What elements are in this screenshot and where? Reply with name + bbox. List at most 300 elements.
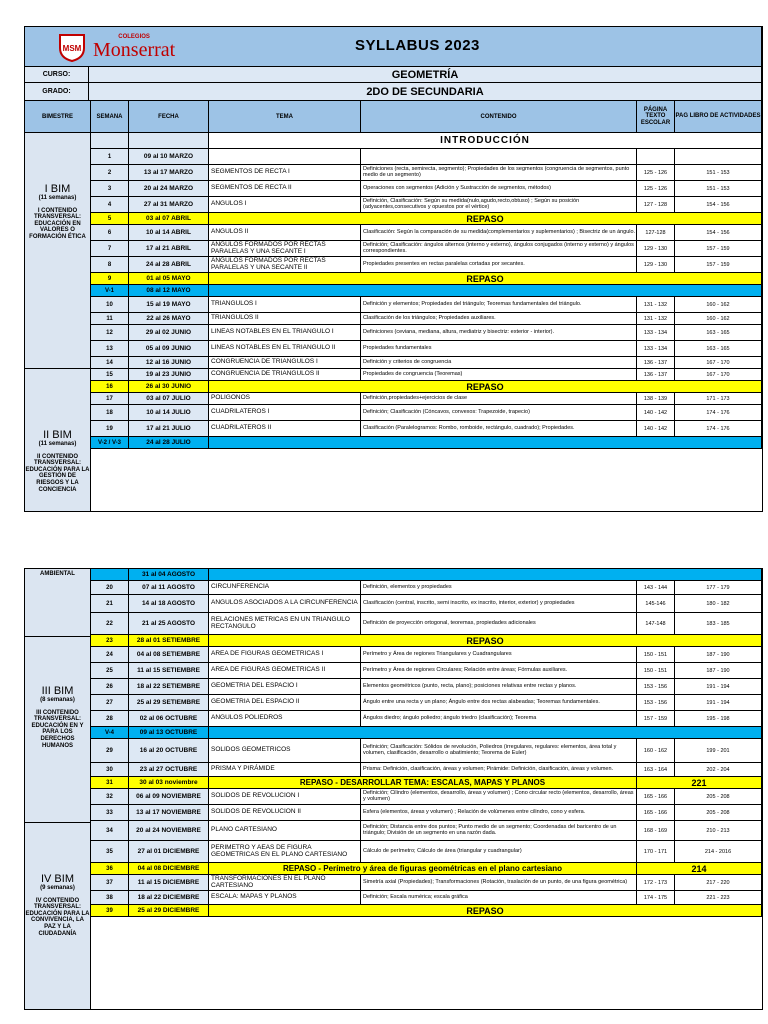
table-row [25, 841, 762, 863]
tema-cell: CIRCUNFERENCIA [209, 581, 361, 595]
pagina-cell: 147-148 [637, 613, 675, 635]
tema-cell: ANGULOS I [209, 197, 361, 213]
fecha-cell: 03 al 07 JULIO [129, 393, 209, 405]
libro-cell: 199 - 201 [675, 739, 762, 763]
fecha-cell: 20 al 24 NOVIEMBRE [129, 821, 209, 841]
tema-cell: CUADRILATEROS II [209, 421, 361, 437]
libro-cell: 202 - 204 [675, 763, 762, 777]
continuation-label: AMBIENTAL [40, 571, 75, 577]
fecha-cell: 10 al 14 ABRIL [129, 225, 209, 241]
contenido-cell: Definiciones (ceviana, mediana, altura, mediatriz y bisectriz: exterior - interior). [361, 325, 637, 341]
table-row [25, 257, 762, 273]
semana-cell: 3 [91, 181, 129, 197]
table-row [25, 777, 762, 789]
table-row [25, 647, 762, 663]
bimester-1-theme: I CONTENIDO TRANSVERSAL: EDUCACIÓN EN VALORES O FORMACIÓN ÉTICA [29, 207, 86, 241]
curso-label: CURSO: [25, 67, 89, 83]
fecha-cell: 01 al 05 MAYO [129, 273, 209, 285]
semana-cell: 22 [91, 613, 129, 635]
fecha-cell: 04 al 08 SETIEMBRE [129, 647, 209, 663]
semana-cell: 33 [91, 805, 129, 821]
page-title: SYLLABUS 2023 [355, 37, 480, 54]
syllabus-sheet-page-2 [24, 568, 763, 1010]
fecha-cell: 16 al 20 OCTUBRE [129, 739, 209, 763]
tema-cell: CUADRILATEROS I [209, 405, 361, 421]
table-row [25, 789, 762, 805]
pagina-cell: 153 - 156 [637, 695, 675, 711]
tema-cell: TRIANGULOS II [209, 313, 361, 325]
libro-cell: 195 - 198 [675, 711, 762, 727]
semana-cell: 18 [91, 405, 129, 421]
school-name-block [93, 34, 175, 60]
libro-cell: 177 - 179 [675, 581, 762, 595]
col-contenido: CONTENIDO [361, 101, 637, 133]
fecha-cell: 27 al 01 DICIEMBRE [129, 841, 209, 863]
vacation-cell [209, 437, 762, 449]
bimester-2-theme: II CONTENIDO TRANSVERSAL: EDUCACIÓN PARA LA GESTIÓN DE RIESGOS Y LA CONCIENCIA [25, 453, 90, 493]
pagina-cell: 133 - 134 [637, 325, 675, 341]
semana-cell: 30 [91, 763, 129, 777]
fecha-cell: 17 al 21 JULIO [129, 421, 209, 437]
contenido-cell: Ángulos diedro; ángulo poliedro; ángulo triedro (clasificación); Teorema [361, 711, 637, 727]
libro-cell: 187 - 190 [675, 663, 762, 679]
semana-cell: 38 [91, 891, 129, 905]
pagina-cell: 160 - 162 [637, 739, 675, 763]
tema-cell: LINEAS NOTABLES EN EL TRIANGULO II [209, 341, 361, 357]
grado-row [25, 83, 762, 101]
contenido-cell: Perímetro y Área de regiones Circulares; Relación entre áreas; Fórmulas auxiliares. [361, 663, 637, 679]
table-row [25, 891, 762, 905]
table-row [25, 635, 762, 647]
semana-cell: 26 [91, 679, 129, 695]
repaso-page-cell: 221 [637, 777, 762, 789]
pagina-cell [637, 149, 675, 165]
table-row [25, 739, 762, 763]
grado-label: GRADO: [25, 83, 89, 101]
semana-cell: V-1 [91, 285, 129, 297]
contenido-cell: Esfera (elementos, áreas y volumen) ; Relación de volúmenes entre cilindro, cono y esfera. [361, 805, 637, 821]
bimester-4-name: IV BIM [40, 873, 74, 885]
fecha-cell: 11 al 15 SETIEMBRE [129, 663, 209, 679]
semana-cell: 28 [91, 711, 129, 727]
fecha-cell: 27 al 31 MARZO [129, 197, 209, 213]
tema-cell: RELACIONES METRICAS EN UN TRIANGULO RECTANGULO [209, 613, 361, 635]
pagina-cell: 136 - 137 [637, 357, 675, 369]
tema-cell: TRANSFORMACIONES EN EL PLANO CARTESIANO [209, 875, 361, 891]
vacation-cell [209, 285, 762, 297]
bimester-4-theme: IV CONTENIDO TRANSVERSAL: EDUCACIÓN PARA LA CONVIVENCIA, LA PAZ Y LA CIUDADANÍA [25, 897, 90, 937]
pagina-cell: 172 - 173 [637, 875, 675, 891]
semana-cell: 36 [91, 863, 129, 875]
libro-cell: 171 - 173 [675, 393, 762, 405]
bimester-1-name: I BIM [44, 183, 71, 195]
bimester-2-weeks: (11 semanas) [38, 441, 77, 448]
fecha-cell: 09 al 10 MARZO [129, 149, 209, 165]
fecha-cell: 04 al 08 DICIEMBRE [129, 863, 209, 875]
curso-row [25, 67, 762, 83]
contenido-cell: Clasificación (Paralelogramos: Rombo, romboide, rectángulo, cuadrado); Propiedades. [361, 421, 637, 437]
table-row [25, 821, 762, 841]
fecha-cell: 28 al 01 SETIEMBRE [129, 635, 209, 647]
semana-cell: 16 [91, 381, 129, 393]
table-row [25, 763, 762, 777]
col-pag-libro: PAG LIBRO DE ACTIVIDADES [675, 101, 762, 133]
fecha-cell: 25 al 29 SETIEMBRE [129, 695, 209, 711]
pagina-cell: 127-128 [637, 225, 675, 241]
contenido-cell: Definición; Clasificación: ángulos alternos (interno y externo), ángulos conjugados (interno y externo) y ángulos correspondientes. [361, 241, 637, 257]
pagina-cell: 153 - 156 [637, 679, 675, 695]
bimester-3-weeks: (8 semanas) [40, 697, 75, 704]
contenido-cell: Propiedades de congruencia (Teoremas) [361, 369, 637, 381]
contenido-cell: Definición, elementos y propiedades [361, 581, 637, 595]
contenido-cell: Clasificación (central, inscrito, semi inscrito, ex inscrito, interior, exterior) y propiedades [361, 595, 637, 613]
table-row [25, 393, 762, 405]
tema-cell: AREA DE FIGURAS GEOMETRICAS II [209, 663, 361, 679]
tema-cell: TRIANGULOS I [209, 297, 361, 313]
libro-cell: 157 - 159 [675, 241, 762, 257]
libro-cell: 180 - 182 [675, 595, 762, 613]
semana-cell: 2 [91, 165, 129, 181]
semana-cell: V-4 [91, 727, 129, 739]
fecha-cell: 22 al 26 MAYO [129, 313, 209, 325]
tema-cell: ANGULOS FORMADOS POR RECTAS PARALELAS Y UNA SECANTE I [209, 241, 361, 257]
table-row [25, 421, 762, 437]
fecha-cell: 02 al 06 OCTUBRE [129, 711, 209, 727]
tema-cell: LINEAS NOTABLES EN EL TRIANGULO I [209, 325, 361, 341]
col-fecha: FECHA [129, 101, 209, 133]
tema-cell: SEGMENTOS DE RECTA II [209, 181, 361, 197]
fecha-cell: 24 al 28 ABRIL [129, 257, 209, 273]
contenido-cell: Definición; Escala numérica; escala gráfica [361, 891, 637, 905]
semana-cell: 6 [91, 225, 129, 241]
libro-cell: 174 - 176 [675, 421, 762, 437]
col-tema: TEMA [209, 101, 361, 133]
contenido-cell: Prisma: Definición, clasificación, áreas y volumen; Pirámide: Definición, clasificación, áreas y volumen. [361, 763, 637, 777]
semana-cell: 12 [91, 325, 129, 341]
title-cell [25, 27, 762, 67]
semana-cell: 14 [91, 357, 129, 369]
semana-cell: 17 [91, 393, 129, 405]
bimester-3-name: III BIM [41, 685, 74, 697]
libro-cell: 205 - 208 [675, 789, 762, 805]
table-row [25, 149, 762, 165]
semana-cell: 4 [91, 197, 129, 213]
semana-cell: 32 [91, 789, 129, 805]
contenido-cell: Definición; Clasificación: Sólidos de revolución, Poliedros (irregulares, regulares: elementos, área total y volumen, clasificación, desarrollo o abatimiento; Teorema de Euler) [361, 739, 637, 763]
semana-cell: 37 [91, 875, 129, 891]
contenido-cell: Simetría axial (Propiedades); Transformaciones (Rotación, traslación de un punto, de una figura geométrica) [361, 875, 637, 891]
fecha-cell: 13 al 17 MARZO [129, 165, 209, 181]
libro-cell: 163 - 165 [675, 341, 762, 357]
fecha-cell: 17 al 21 ABRIL [129, 241, 209, 257]
bimester-2-continuation [25, 569, 91, 637]
fecha-cell: 20 al 24 MARZO [129, 181, 209, 197]
table-row [25, 273, 762, 285]
semana-cell: 25 [91, 663, 129, 679]
libro-cell: 183 - 185 [675, 613, 762, 635]
bimester-2-cell [25, 369, 91, 511]
vacation-cell [209, 569, 762, 581]
fecha-cell: 13 al 17 NOVIEMBRE [129, 805, 209, 821]
libro-cell: 151 - 153 [675, 181, 762, 197]
tema-cell: GEOMETRIA DEL ESPACIO I [209, 679, 361, 695]
pagina-cell: 165 - 166 [637, 805, 675, 821]
table-row [25, 341, 762, 357]
fecha-cell: 25 al 29 DICIEMBRE [129, 905, 209, 917]
syllabus-sheet-page-1 [24, 26, 763, 512]
tema-cell: SOLIDOS DE REVOLUCION I [209, 789, 361, 805]
table-row [25, 313, 762, 325]
fecha-cell: 14 al 18 AGOSTO [129, 595, 209, 613]
semana-cell: 8 [91, 257, 129, 273]
table-row [25, 875, 762, 891]
semana-cell: 29 [91, 739, 129, 763]
table-row [25, 213, 762, 225]
pagina-cell: 136 - 137 [637, 369, 675, 381]
pagina-cell: 127 - 128 [637, 197, 675, 213]
bimester-2-name: II BIM [43, 429, 72, 441]
libro-cell: 167 - 170 [675, 369, 762, 381]
libro-cell: 160 - 162 [675, 313, 762, 325]
semana-cell: 39 [91, 905, 129, 917]
libro-cell: 163 - 165 [675, 325, 762, 341]
fecha-cell: 11 al 15 DICIEMBRE [129, 875, 209, 891]
fecha-cell: 30 al 03 noviembre [129, 777, 209, 789]
pagina-cell: 150 - 151 [637, 663, 675, 679]
tema-cell: ANGULOS POLIEDROS [209, 711, 361, 727]
pagina-cell: 133 - 134 [637, 341, 675, 357]
crest-icon [57, 32, 87, 62]
semana-cell: 5 [91, 213, 129, 225]
semana-cell: 31 [91, 777, 129, 789]
repaso-cell: REPASO [209, 213, 762, 225]
table-row [25, 595, 762, 613]
tema-cell: CONGRUENCIA DE TRIANGULOS I [209, 357, 361, 369]
semana-cell: 15 [91, 369, 129, 381]
contenido-cell: Propiedades presentes en rectas paralelas cortadas por secantes. [361, 257, 637, 273]
semana-cell: 21 [91, 595, 129, 613]
pagina-cell: 140 - 142 [637, 421, 675, 437]
bimester-4-cell [25, 823, 91, 1009]
table-row [25, 663, 762, 679]
table-row [25, 405, 762, 421]
col-bimestre: BIMESTRE [25, 101, 91, 133]
bimester-4-weeks: (9 semanas) [40, 885, 75, 892]
libro-cell: 205 - 208 [675, 805, 762, 821]
vacation-cell [209, 727, 762, 739]
fecha-cell: 21 al 25 AGOSTO [129, 613, 209, 635]
tema-cell: ANGULOS FORMADOS POR RECTAS PARALELAS Y UNA SECANTE II [209, 257, 361, 273]
table-row [25, 241, 762, 257]
title-row [25, 27, 762, 67]
column-header-row [25, 101, 762, 133]
table-row [25, 297, 762, 313]
contenido-cell: Operaciones con segmentos (Adición y Sustracción de segmentos, métodos) [361, 181, 637, 197]
fecha-cell: 12 al 16 JUNIO [129, 357, 209, 369]
libro-cell: 167 - 170 [675, 357, 762, 369]
table-row [25, 165, 762, 181]
contenido-cell: Definición, Clasificación: Según su medida(nulo,agudo,recto,obtuso) ; Según su posición (adyacentes,consecutivos y opuestos por el vértice) [361, 197, 637, 213]
grado-value: 2DO DE SECUNDARIA [89, 83, 762, 101]
semana-cell: 7 [91, 241, 129, 257]
bimester-1-cell [25, 133, 91, 369]
bimester-1-weeks: (11 semanas) [38, 195, 77, 202]
contenido-cell: Definición y elementos; Propiedades del triángulo; Teoremas fundamentales del triángulo. [361, 297, 637, 313]
fecha-cell: 26 al 30 JUNIO [129, 381, 209, 393]
svg-text:MSM: MSM [62, 43, 82, 53]
pagina-cell: 157 - 159 [637, 711, 675, 727]
tema-cell: ANGULOS II [209, 225, 361, 241]
fecha-cell: 18 al 22 SETIEMBRE [129, 679, 209, 695]
libro-cell [675, 149, 762, 165]
libro-cell: 154 - 156 [675, 197, 762, 213]
fecha-cell: 10 al 14 JULIO [129, 405, 209, 421]
fecha-cell: 18 al 22 DICIEMBRE [129, 891, 209, 905]
contenido-cell: Cálculo de perímetro; Cálculo de área (triangular y cuadrangular) [361, 841, 637, 863]
contenido-cell: Definición; Clasificación (Cóncavos, convexos: Trapezoide, trapecio) [361, 405, 637, 421]
libro-cell: 187 - 190 [675, 647, 762, 663]
contenido-cell: Definición,propiedades+ejercicios de clase [361, 393, 637, 405]
contenido-cell: Ángulo entre una recta y un plano; Ángulo entre dos rectas alabeadas; Teoremas fundamentales. [361, 695, 637, 711]
contenido-cell: Propiedades fundamentales [361, 341, 637, 357]
fecha-cell: 05 al 09 JUNIO [129, 341, 209, 357]
table-row [25, 727, 762, 739]
tema-cell [209, 149, 361, 165]
libro-cell: 154 - 156 [675, 225, 762, 241]
pagina-cell: 131 - 132 [637, 313, 675, 325]
libro-cell: 214 - 2016 [675, 841, 762, 863]
pagina-cell: 150 - 151 [637, 647, 675, 663]
table-row [25, 805, 762, 821]
school-logo [25, 32, 175, 62]
table-row [25, 863, 762, 875]
libro-cell: 210 - 213 [675, 821, 762, 841]
pagina-cell: 165 - 166 [637, 789, 675, 805]
pagina-cell: 143 - 144 [637, 581, 675, 595]
semana-cell [91, 133, 129, 149]
fecha-cell: 19 al 23 JUNIO [129, 369, 209, 381]
semana-cell: 19 [91, 421, 129, 437]
semana-cell: 35 [91, 841, 129, 863]
tema-cell: POLIGONOS [209, 393, 361, 405]
semana-cell: 34 [91, 821, 129, 841]
libro-cell: 160 - 162 [675, 297, 762, 313]
table-row [25, 437, 762, 449]
bimester-3-cell [25, 637, 91, 823]
semana-cell: V-2 / V-3 [91, 437, 129, 449]
pagina-cell: 129 - 130 [637, 241, 675, 257]
tema-cell: SOLIDOS GEOMETRICOS [209, 739, 361, 763]
libro-cell: 191 - 194 [675, 679, 762, 695]
semana-cell: 10 [91, 297, 129, 313]
contenido-cell: Clasificación: Según la comparación de su medida(complementarios y suplementarios) ; Bisectriz de un ángulo. [361, 225, 637, 241]
intro-cell: INTRODUCCIÓN [209, 133, 762, 149]
tema-cell: AREA DE FIGURAS GEOMETRICAS I [209, 647, 361, 663]
fecha-cell: 09 al 13 OCTUBRE [129, 727, 209, 739]
fecha-cell: 15 al 19 MAYO [129, 297, 209, 313]
pagina-cell: 129 - 130 [637, 257, 675, 273]
tema-cell: SOLIDOS DE REVOLUCION II [209, 805, 361, 821]
tema-cell: PRISMA Y PIRÁMIDE [209, 763, 361, 777]
col-semana: SEMANA [91, 101, 129, 133]
contenido-cell [361, 149, 637, 165]
tema-cell: PLANO CARTESIANO [209, 821, 361, 841]
table-row [25, 285, 762, 297]
school-small-label: COLEGIOS [118, 33, 150, 40]
libro-cell: 174 - 176 [675, 405, 762, 421]
fecha-cell: 07 al 11 AGOSTO [129, 581, 209, 595]
bimester-3-theme: III CONTENIDO TRANSVERSAL: EDUCACIÓN EN Y PARA LOS DERECHOS HUMANOS [31, 709, 84, 749]
libro-cell: 217 - 220 [675, 875, 762, 891]
tema-cell: PERIMETRO Y AEAS DE FIGURA GEOMETRICAS EN EL PLANO CARTESIANO [209, 841, 361, 863]
table-row [25, 369, 762, 381]
tema-cell: ESCALA: MAPAS Y PLANOS [209, 891, 361, 905]
semana-cell: 27 [91, 695, 129, 711]
contenido-cell: Definición; Cilindro (elementos, desarrollo, áreas y volumen) ; Cono circular recto (elementos, desarrollo, áreas y volumen) [361, 789, 637, 805]
libro-cell: 151 - 153 [675, 165, 762, 181]
table-row [25, 695, 762, 711]
semana-cell: 13 [91, 341, 129, 357]
table-row [25, 197, 762, 213]
table-row [25, 613, 762, 635]
tema-cell: CONGRUENCIA DE TRIANGULOS II [209, 369, 361, 381]
libro-cell: 191 - 194 [675, 695, 762, 711]
fecha-cell: 08 al 12 MAYO [129, 285, 209, 297]
fecha-cell: 06 al 09 NOVIEMBRE [129, 789, 209, 805]
repaso-cell: REPASO [209, 381, 762, 393]
pagina-cell: 138 - 139 [637, 393, 675, 405]
fecha-cell: 29 al 02 JUNIO [129, 325, 209, 341]
fecha-cell: 24 al 28 JULIO [129, 437, 209, 449]
contenido-cell: Definición; Distancia entre dos puntos; Punto medio de un segmento; Coordenadas del baricentro de un triángulo; División de un segmento en una razón dada. [361, 821, 637, 841]
table-row [25, 357, 762, 369]
tema-cell: ANGULOS ASOCIADOS A LA CIRCUNFERENCIA [209, 595, 361, 613]
fecha-cell: 03 al 07 ABRIL [129, 213, 209, 225]
repaso-cell: REPASO [209, 905, 762, 917]
table-row [25, 679, 762, 695]
fecha-cell: 31 al 04 AGOSTO [129, 569, 209, 581]
semana-cell: 11 [91, 313, 129, 325]
contenido-cell: Definición y criterios de congruencia [361, 357, 637, 369]
table-row [25, 381, 762, 393]
contenido-cell: Clasificación de los triángulos; Propiedades auxiliares. [361, 313, 637, 325]
repaso-page-cell: 214 [637, 863, 762, 875]
pagina-cell: 125 - 126 [637, 165, 675, 181]
pagina-cell: 163 - 164 [637, 763, 675, 777]
semana-cell: 24 [91, 647, 129, 663]
col-pagina-texto: PÁGINA TEXTO ESCOLAR [637, 101, 675, 133]
table-row [25, 581, 762, 595]
table-row [25, 905, 762, 917]
repaso-cell: REPASO [209, 635, 762, 647]
pagina-cell: 170 - 171 [637, 841, 675, 863]
pagina-cell: 125 - 126 [637, 181, 675, 197]
table-row [25, 711, 762, 727]
fecha-cell: 23 al 27 OCTUBRE [129, 763, 209, 777]
repaso-cell: REPASO - Perímetro y área de figuras geométricas en el plano cartesiano [209, 863, 637, 875]
tema-cell: GEOMETRIA DEL ESPACIO II [209, 695, 361, 711]
pagina-cell: 174 - 175 [637, 891, 675, 905]
pagina-cell: 168 - 169 [637, 821, 675, 841]
table-row [25, 181, 762, 197]
table-row [25, 133, 762, 149]
libro-cell: 221 - 223 [675, 891, 762, 905]
contenido-cell: Perímetro y Área de regiones Triangulares y Cuadrangulares [361, 647, 637, 663]
repaso-cell: REPASO - DESARROLLAR TEMA: ESCALAS, MAPAS Y PLANOS [209, 777, 637, 789]
contenido-cell: Definición de proyección ortogonal, teoremas, propiedades adicionales [361, 613, 637, 635]
semana-cell: 9 [91, 273, 129, 285]
table-row [25, 225, 762, 241]
